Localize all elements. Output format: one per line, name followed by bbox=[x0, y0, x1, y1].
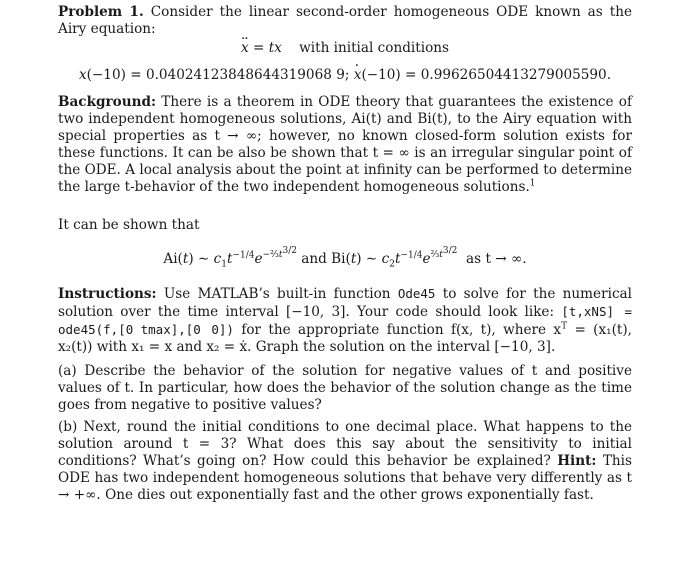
instructions-text-3: for the appropriate function f(x, t), where x bbox=[241, 322, 562, 338]
footnote-mark: 1 bbox=[529, 178, 536, 189]
equation-rhs: tx bbox=[268, 40, 282, 56]
part-a: (a) Describe the behavior of the solution for negative values of t and positive values of t. In particular, how does the behavior of the solution change as the time goes from negative to positive values? bbox=[58, 363, 632, 413]
initial-conditions: x(−10) = 0.04024123848644319068 9; · x(−10) = 0.99626504413279005590. bbox=[58, 67, 632, 84]
problem-intro bbox=[58, 4, 632, 38]
part-b bbox=[58, 419, 632, 504]
as-limit: as t → ∞. bbox=[466, 251, 527, 267]
problem-intro-text: Consider the linear second-order homogeneous ODE known as the Airy equation: bbox=[58, 4, 633, 37]
instructions-paragraph: Instructions: Use MATLAB’s built-in function Ode45 to solve for the numerical solution over the time interval [−10, 3]. Your code should look like: [t,xNS] = ode45(f,[0 tmax],[0 0]) for the appropriate function f(x, t), where $x^T = (x_1(t)$, x₂(t)) with x₁ = x and x₂ = ẋ. Graph the solution on the interval [−10, 3]. bbox=[58, 286, 633, 355]
background-text: There is a theorem in ODE theory that guarantees the existence of two independent homogeneous solutions, Ai(t) and Bi(t), to the Airy equation with special properties as t → ∞; however, no known closed-form solution exists for these functions. It can be also be shown that t = ∞ is an irregular singular point of the ODE. A local analysis about the point at infinity can be performed to determine the large t-behavior of the two independent homogeneous solutions. bbox=[58, 94, 633, 195]
code-line-1: [t,xNS] = ode45(f,[0 bbox=[58, 304, 632, 337]
instructions-text-4: = (x₁(t), x₂(t)) with x₁ = x and x₂ = ẋ. Graph the solution on the interval [−10, 3]. bbox=[58, 322, 632, 355]
instructions-label: Instructions: bbox=[58, 286, 157, 302]
shown-intro: It can be shown that bbox=[58, 217, 200, 233]
part-b-text-2: This ODE has two independent homogeneous solutions that behave very differently as t → +∞. One dies out exponentially fast and the other grows exponentially fast. bbox=[58, 453, 632, 503]
equation-lhs: ·· x bbox=[241, 40, 249, 57]
ic-x-value: 0.04024123848644319068 9 bbox=[145, 67, 345, 83]
code-line-2: tmax],[0 0]) bbox=[140, 322, 234, 337]
instructions-text-1: Use MATLAB’s built-in function bbox=[163, 286, 391, 302]
ode45-func: Ode45 bbox=[397, 286, 436, 301]
airy-equation: ·· x = tx with initial conditions bbox=[58, 40, 632, 57]
hint-label: Hint: bbox=[557, 453, 597, 469]
background-paragraph bbox=[58, 94, 632, 196]
asymptotic-formulas: Ai(t) ∼ $c_1t^{-1/4}e^{-\frac{2}{3}t^{3/2}}$ and Bi(t) ∼ $c_2t^{-1/4}e^{\frac{2}{3}t^{3/2}}$ as t → ∞. bbox=[163, 246, 527, 270]
part-b-text-1: (b) Next, round the initial conditions to one decimal place. What happens to the solution around t = 3? What does this say about the sensitivity to initial conditions? What’s going on? How could this behavior be explained? bbox=[58, 419, 632, 469]
instructions-text-2: to solve for the numerical solution over the time interval [−10, 3]. Your code should look like: bbox=[58, 286, 633, 320]
background-label: Background: bbox=[58, 94, 157, 110]
problem-label: Problem 1. bbox=[58, 4, 144, 20]
ic-xdot-value: 0.99626504413279005590 bbox=[420, 67, 607, 83]
equation-note: with initial conditions bbox=[299, 40, 450, 56]
and-word: and bbox=[301, 251, 327, 267]
